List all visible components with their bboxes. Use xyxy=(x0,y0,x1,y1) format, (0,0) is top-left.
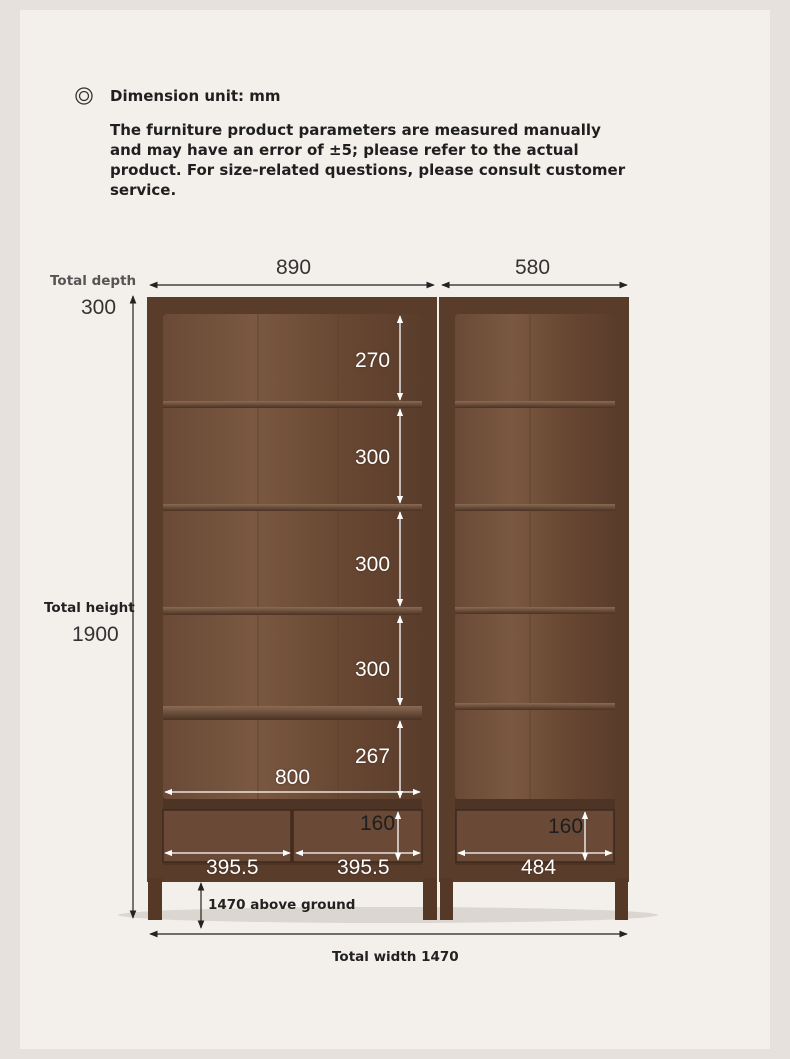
total-depth-label: Total depth xyxy=(50,273,137,289)
compartment-5-height: 267 xyxy=(355,745,391,768)
ground-clearance-label: 1470 above ground xyxy=(208,897,356,913)
dimension-unit-title: Dimension unit: mm xyxy=(110,87,281,105)
compartment-1-height: 270 xyxy=(355,349,391,372)
floor-shadow xyxy=(118,907,658,923)
right-drawer-height: 160 xyxy=(548,815,584,838)
drawer-width-b: 395.5 xyxy=(337,856,390,879)
drawer-width-a: 395.5 xyxy=(206,856,259,879)
measurement-disclaimer: The furniture product parameters are measured manually and may have an error of ±5; please refer to the actual product. For size-related questions, please consult customer service. xyxy=(110,121,626,199)
compartment-3-height: 300 xyxy=(355,553,391,576)
total-height-label: Total height xyxy=(44,600,135,616)
left-drawer-height: 160 xyxy=(360,812,396,835)
inner-width-value: 800 xyxy=(275,766,311,789)
total-height-value: 1900 xyxy=(72,623,119,646)
compartment-2-height: 300 xyxy=(355,446,391,469)
total-width-label: Total width 1470 xyxy=(332,949,459,965)
drawer-width-right: 484 xyxy=(521,856,557,879)
total-depth-value: 300 xyxy=(81,296,117,319)
left-width-value: 890 xyxy=(276,256,312,279)
compartment-4-height: 300 xyxy=(355,658,391,681)
right-bookcase xyxy=(439,297,629,920)
right-width-value: 580 xyxy=(515,256,551,279)
